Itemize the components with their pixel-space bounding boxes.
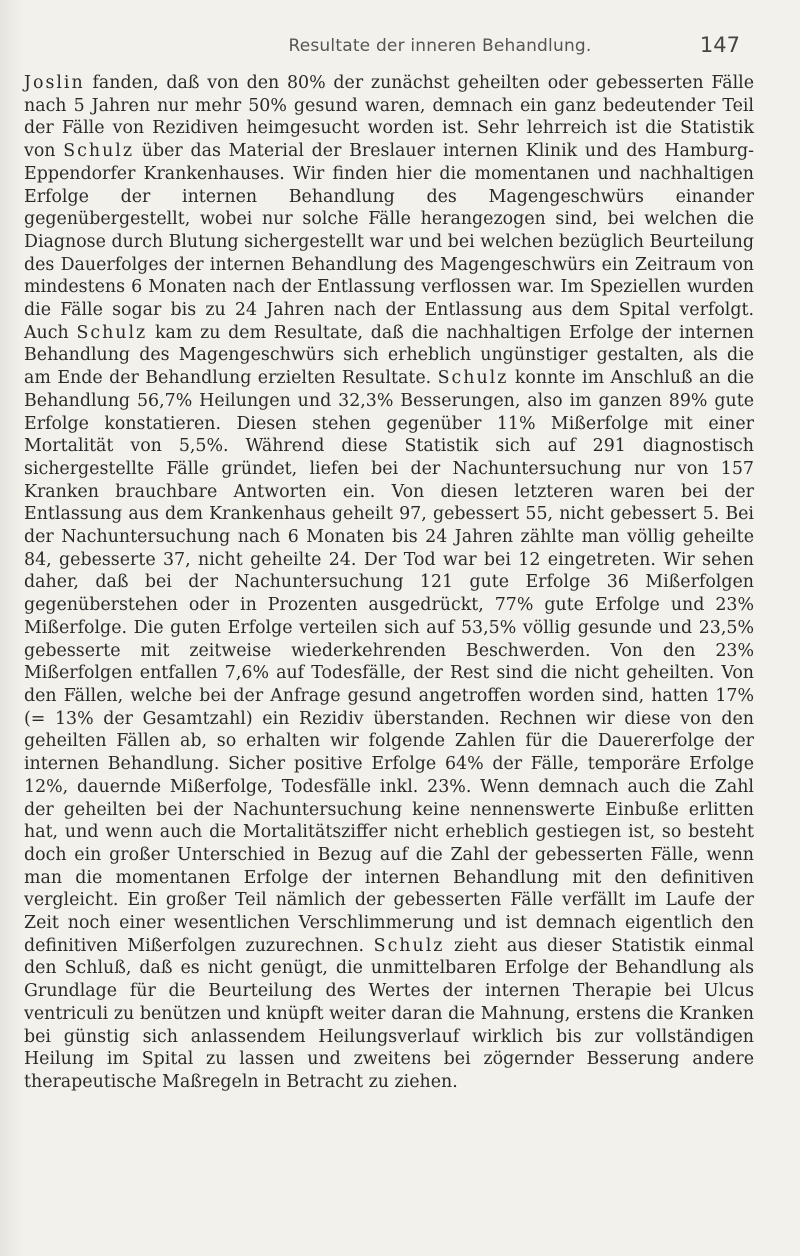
running-head: Resultate der inneren Behandlung. [288,36,592,56]
text-segment: kam zu dem Resultate, daß die nachhaltigen Erfolge der internen Behandlung des Magengeschwürs sich erheblich ungünstiger gestalten, als die am Ende der Behandlung erzielten Resultate. [24,322,755,389]
author-name-schulz: Schulz [63,141,135,162]
author-name-joslin: Joslin [24,73,85,93]
author-name-schulz: Schulz [373,935,445,956]
text-segment: fanden, daß von den 80% der zunächst geheilten oder gebesserten Fälle nach 5 Jahren nur mehr 50% gesund waren, demnach ein ganz bedeutender Teil der Fälle von Rezidiven heimgesucht worden ist. Sehr lehrreich ist die Statistik von [24,73,754,162]
author-name-schulz: Schulz [437,368,509,389]
author-name-schulz: Schulz [76,322,148,343]
page-number: 147 [699,33,740,57]
text-segment: zieht aus dieser Statistik einmal den Schluß, daß es nicht genügt, die unmittelbaren Erfolge der Behandlung als Grundlage für die Beurteilung des Wertes der internen Therapie bei Ulcus ventriculi zu benützen und knüpft weiter daran die Mahnung, erstens die Kranken bei günstig sich anlassendem Heilungsverlauf wirklich bis zur vollständigen Heilung im Spital zu lassen und zweitens bei zögernder Besserung andere therapeutische Maßregeln in Betracht zu ziehen. [24,935,754,1092]
text-segment: konnte im Anschluß an die Behandlung 56,7% Heilungen und 32,3% Besserungen, also im ganzen 89% gute Erfolge konstatieren. Diesen stehen gegenüber 11% Mißerfolge mit einer Mortalität von 5,5%. Während diese Statistik sich auf 291 diagnostisch sichergestellte Fälle gründet, liefen bei der Nachuntersuchung nur von 157 Kranken brauchbare Antworten ein. Von diesen letzteren waren bei der Entlassung aus dem Krankenhaus geheilt 97, gebessert 55, nicht gebessert 5. Bei der Nachuntersuchung nach 6 Monaten bis 24 Jahren zählte man völlig geheilte 84, gebesserte 37, nicht geheilte 24. Der Tod war bei 12 eingetreten. Wir sehen daher, daß bei der Nachuntersuchung 121 gute Erfolge 36 Mißerfolgen gegenüberstehen oder in Prozenten ausgedrückt, 77% gute Erfolge und 23% Mißerfolge. Die guten Erfolge verteilen sich auf 53,5% völlig gesunde und 23,5% gebesserte mit zeitweise wiederkehrenden Beschwerden. Von den 23% Mißerfolgen entfallen 7,6% auf Todesfälle, der Rest sind die nicht geheilten. Von den Fällen, welche bei der Anfrage gesund angetroffen worden sind, hatten 17% (= 13% der Gesamtzahl) ein Rezidiv überstanden. Rechnen wir diese von den geheilten Fällen ab, so erhalten wir folgende Zahlen für die Dauererfolge der internen Behandlung. Sicher positive Erfolge 64% der Fälle, temporäre Erfolge 12%, dauernde Mißerfolge, Todesfälle inkl. 23%. Wenn demnach auch die Zahl der geheilten bei der Nachuntersuchung keine nennenswerte Einbuße erlitten hat, und wenn auch die Mortalitätsziffer nicht erheblich gestiegen ist, so besteht doch ein großer Unterschied in Bezug auf die Zahl der gebesserten Fälle, wenn man die momentanen Erfolge der internen Behandlung mit den definitiven vergleicht. Ein großer Teil nämlich der gebesserten Fälle verfällt im Laufe der Zeit noch einer wesentlichen Verschlimmerung und ist demnach eigentlich den definitiven Mißerfolgen zuzurechnen. [24,368,754,956]
text-segment: über das Material der Breslauer internen Klinik und des Hamburg-Eppendorfer Krankenhauses. Wir finden hier die momentanen und nachhaltigen Erfolge der internen Behandlung des Magengeschwürs einander gegenübergestellt, wobei nur solche Fälle herangezogen sind, bei welchen die Diagnose durch Blutung sichergestellt war und bei welchen bezüglich Beurteilung des Dauerfolges der internen Behandlung des Magengeschwürs ein Zeitraum von mindestens 6 Monaten nach der Entlassung verflossen war. Im Speziellen wurden die Fälle sogar bis zu 24 Jahren nach der Entlassung aus dem Spital verfolgt. Auch [24,141,754,343]
page-gutter-shadow [0,0,24,1256]
body-paragraph [24,72,754,1094]
